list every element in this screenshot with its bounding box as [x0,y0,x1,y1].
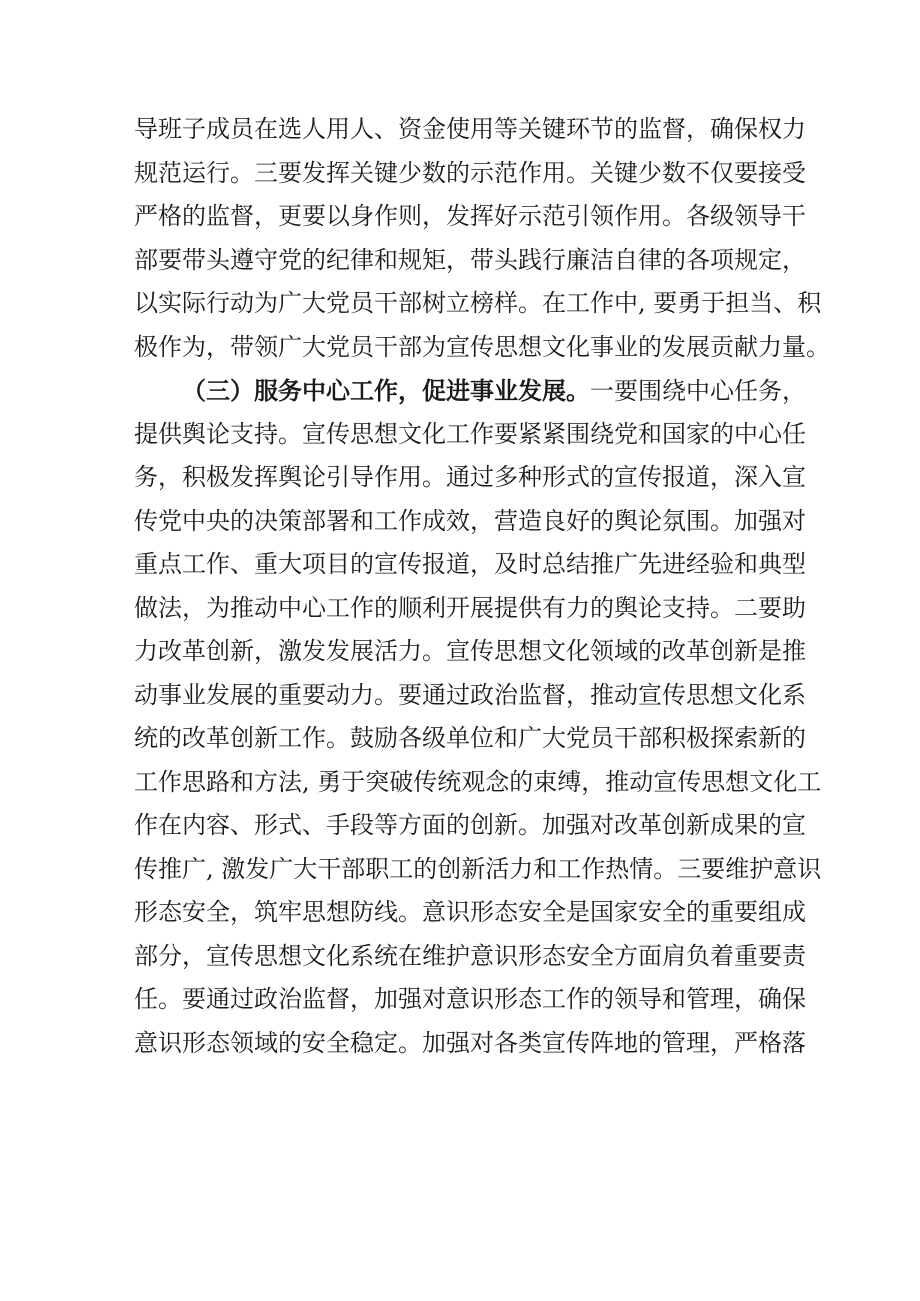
text-line: 部分，宣传思想文化系统在维护意识形态安全方面肩负着重要责 [134,941,806,970]
text-line: 以实际行动为广大党员干部树立榜样。在工作中, 要勇于担当、积 [134,289,822,317]
text-line: 传推广, 激发广大干部职工的创新活力和工作热情。三要维护意识 [134,854,822,883]
text-line: 提供舆论支持。宣传思想文化工作要紧紧围绕党和国家的中心任 [134,419,806,448]
text-line: 任。要通过政治监督，加强对意识形态工作的领导和管理，确保 [134,985,806,1013]
text-line: 意识形态领域的安全稳定。加强对各类宣传阵地的管理，严格落 [134,1028,806,1057]
text-line: 严格的监督，更要以身作则，发挥好示范引领作用。各级领导干 [134,202,806,230]
text-line: 部要带头遵守党的纪律和规矩，带头践行廉洁自律的各项规定， [134,245,806,274]
body-text [134,108,830,1065]
text-line: 统的改革创新工作。鼓励各级单位和广大党员干部积极探索新的 [134,724,806,752]
paragraph-2 [134,369,822,1065]
text-line: 做法，为推动中心工作的顺利开展提供有力的舆论支持。二要助 [134,593,806,622]
text-line: 导班子成员在选人用人、资金使用等关键环节的监督，确保权力 [134,115,806,143]
text-line: 务，积极发挥舆论引导作用。通过多种形式的宣传报道，深入宣 [134,463,806,491]
section-first-line-rest: 一要围绕中心任务， [590,377,806,405]
paragraph-1 [134,108,830,369]
text-line: 极作为，带领广大党员干部为宣传思想文化事业的发展贡献力量。 [134,332,830,361]
text-line: 形态安全，筑牢思想防线。意识形态安全是国家安全的重要组成 [134,898,806,926]
text-line: 力改革创新，激发发展活力。宣传思想文化领域的改革创新是推 [134,637,806,665]
section-heading: （三）服务中心工作，促进事业发展。 [182,376,590,405]
text-line: 动事业发展的重要动力。要通过政治监督，推动宣传思想文化系 [134,680,806,709]
section-first-line [134,369,804,413]
text-line: 规范运行。三要发挥关键少数的示范作用。关键少数不仅要接受 [134,158,806,187]
text-line: 重点工作、重大项目的宣传报道，及时总结推广先进经验和典型 [134,550,806,578]
text-line: 作在内容、形式、手段等方面的创新。加强对改革创新成果的宣 [134,811,806,839]
text-line: 传党中央的决策部署和工作成效，营造良好的舆论氛围。加强对 [134,506,806,535]
text-line: 工作思路和方法, 勇于突破传统观念的束缚，推动宣传思想文化工 [134,767,822,796]
